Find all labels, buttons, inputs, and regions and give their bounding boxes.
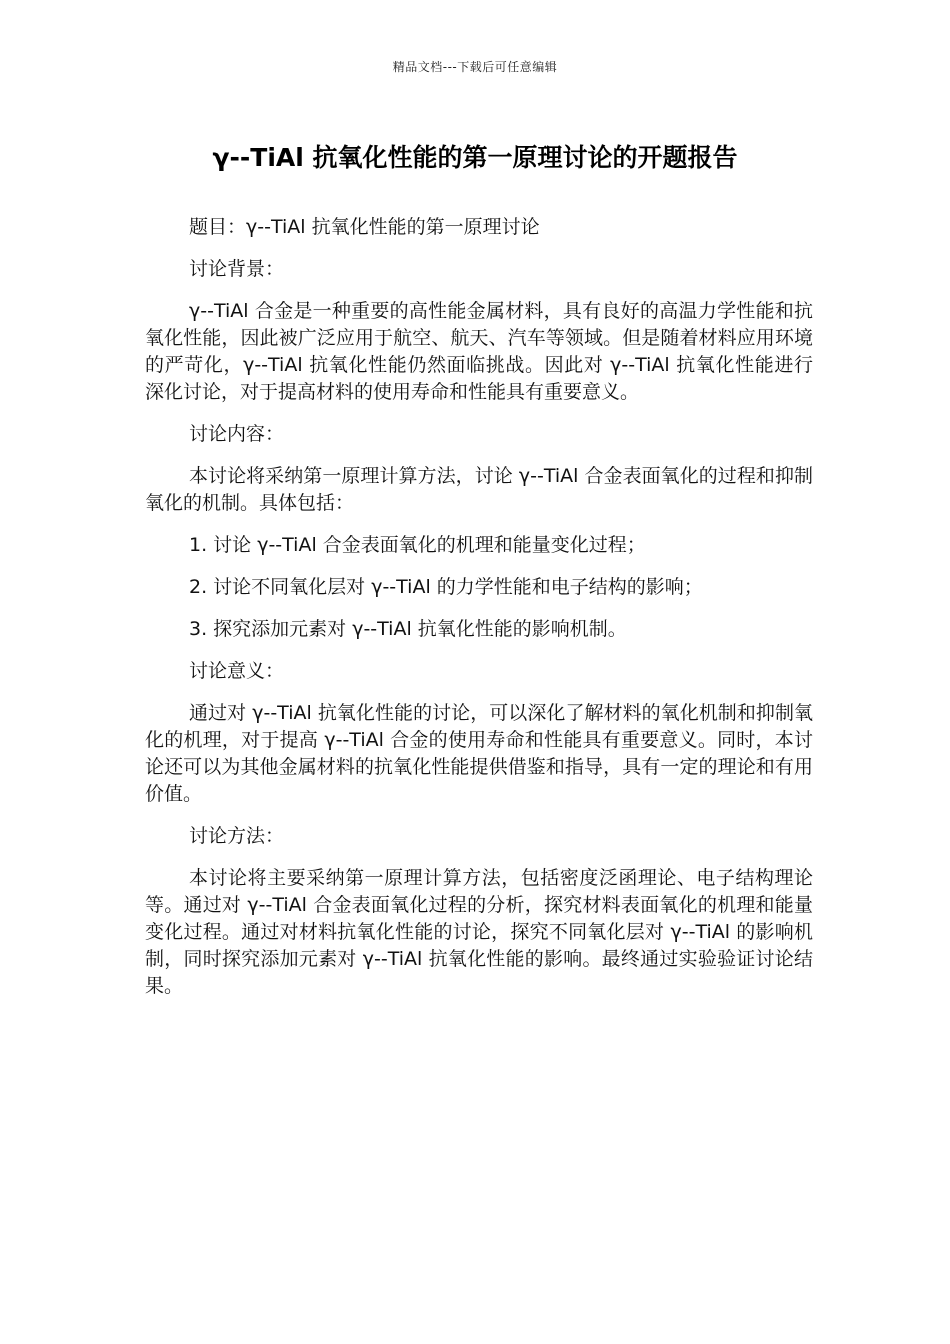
method-paragraph: 本讨论将主要采纳第一原理计算方法，包括密度泛函理论、电子结构理论等。通过对 γ--TiAl 合金表面氧化过程的分析，探究材料表面氧化的机理和能量变化过程。通过对材料抗氧化性能的讨论，探究不同氧化层对 γ--TiAl 的影响机制，同时探究添加元素对 γ--TiAl 抗氧化性能的影响。最终通过实验验证讨论结果。	[145, 867, 813, 997]
topic-line: 题目：γ--TiAl 抗氧化性能的第一原理讨论	[189, 216, 540, 238]
section-heading-significance: 讨论意义：	[189, 660, 285, 682]
content-intro-paragraph: 本讨论将采纳第一原理计算方法，讨论 γ--TiAl 合金表面氧化的过程和抑制氧化的机制。具体包括：	[145, 465, 813, 514]
section-heading-content: 讨论内容：	[189, 423, 285, 445]
content-list-item-1: 1. 讨论 γ--TiAl 合金表面氧化的机理和能量变化过程；	[189, 534, 646, 556]
document-title: γ--TiAl 抗氧化性能的第一原理讨论的开题报告	[212, 143, 738, 172]
section-heading-background: 讨论背景：	[189, 258, 285, 280]
content-list-item-3: 3. 探究添加元素对 γ--TiAl 抗氧化性能的影响机制。	[189, 618, 627, 640]
header-note: 精品文档---下载后可任意编辑	[392, 60, 558, 74]
section-heading-method: 讨论方法：	[189, 825, 285, 847]
document-body	[145, 214, 813, 1015]
content-list-item-2: 2. 讨论不同氧化层对 γ--TiAl 的力学性能和电子结构的影响；	[189, 576, 703, 598]
significance-paragraph: 通过对 γ--TiAl 抗氧化性能的讨论，可以深化了解材料的氧化机制和抑制氧化的机理，对于提高 γ--TiAl 合金的使用寿命和性能具有重要意义。同时，本讨论还可以为其他金属材料的抗氧化性能提供借鉴和指导，具有一定的理论和有用价值。	[145, 702, 813, 805]
background-paragraph: γ--TiAl 合金是一种重要的高性能金属材料，具有良好的高温力学性能和抗氧化性能，因此被广泛应用于航空、航天、汽车等领域。但是随着材料应用环境的严苛化，γ--TiAl 抗氧化性能仍然面临挑战。因此对 γ--TiAl 抗氧化性能进行深化讨论，对于提高材料的使用寿命和性能具有重要意义。	[145, 300, 813, 403]
